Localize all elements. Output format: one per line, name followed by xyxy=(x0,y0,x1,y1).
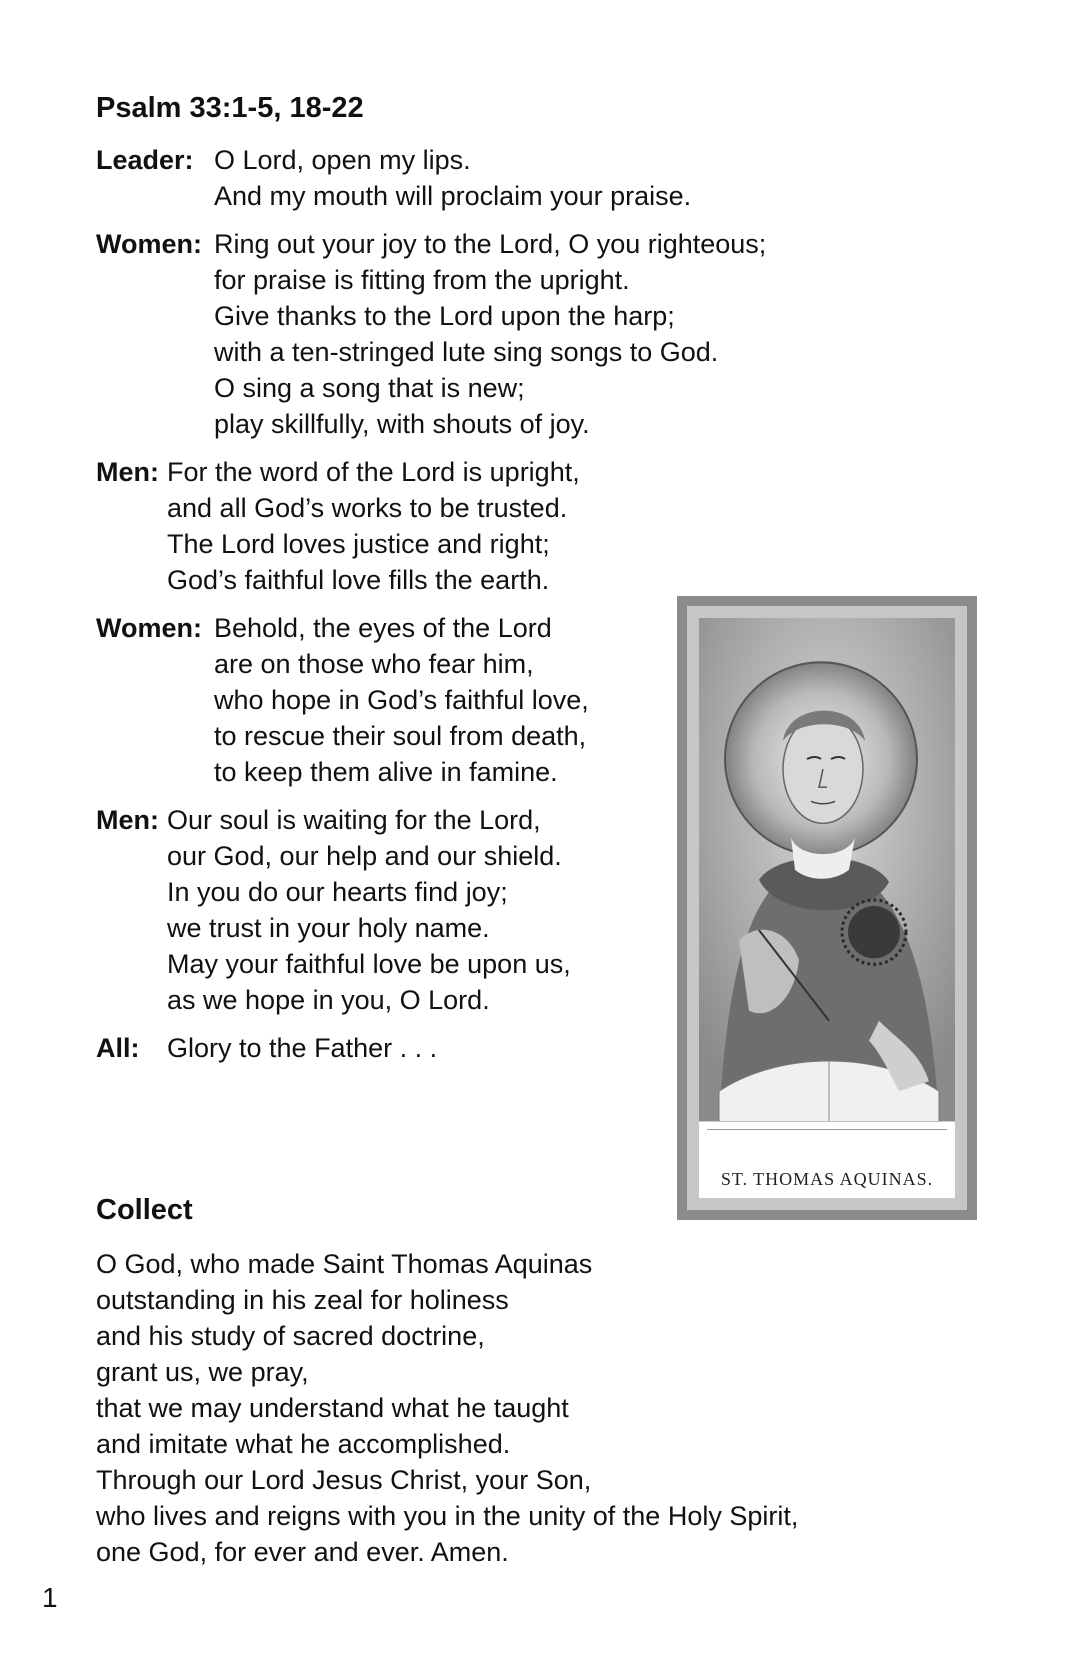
verse-line: who hope in God’s faithful love, xyxy=(214,685,589,715)
portrait-image xyxy=(699,618,955,1198)
portrait-illustration xyxy=(699,618,955,1198)
stanza-lines xyxy=(167,802,571,1018)
collect-prayer xyxy=(96,1246,798,1570)
prayer-line: one God, for ever and ever. Amen. xyxy=(96,1537,509,1567)
psalm-title: Psalm 33:1-5, 18-22 xyxy=(96,92,364,124)
prayer-line: outstanding in his zeal for holiness xyxy=(96,1285,509,1315)
page-number: 1 xyxy=(42,1582,58,1613)
verse-line: O sing a song that is new; xyxy=(214,373,525,403)
stanza-lines xyxy=(214,610,589,790)
speaker-label: Leader: xyxy=(96,145,194,175)
speaker-label: Women: xyxy=(96,229,202,259)
prayer-line: that we may understand what he taught xyxy=(96,1393,569,1423)
stanza-lines xyxy=(167,454,580,598)
verse-line: as we hope in you, O Lord. xyxy=(167,985,490,1015)
verse-line: And my mouth will proclaim your praise. xyxy=(214,181,692,211)
prayer-line: and imitate what he accomplished. xyxy=(96,1429,511,1459)
prayer-line: grant us, we pray, xyxy=(96,1357,309,1387)
st-thomas-aquinas-portrait xyxy=(677,596,977,1220)
verse-line: to rescue their soul from death, xyxy=(214,721,587,751)
stanza-lines xyxy=(167,1030,437,1066)
verse-line: Behold, the eyes of the Lord xyxy=(214,613,552,643)
prayer-line: Through our Lord Jesus Christ, your Son, xyxy=(96,1465,592,1495)
verse-line: Ring out your joy to the Lord, O you righteous; xyxy=(214,229,767,259)
portrait-caption: ST. THOMAS AQUINAS. xyxy=(720,1169,934,1189)
prayer-line: O God, who made Saint Thomas Aquinas xyxy=(96,1249,593,1279)
verse-line: For the word of the Lord is upright, xyxy=(167,457,580,487)
verse-line: we trust in your holy name. xyxy=(167,913,490,943)
prayer-line: who lives and reigns with you in the unity of the Holy Spirit, xyxy=(96,1501,799,1531)
verse-line: to keep them alive in famine. xyxy=(214,757,558,787)
verse-line: Our soul is waiting for the Lord, xyxy=(167,805,541,835)
verse-line: and all God’s works to be trusted. xyxy=(167,493,568,523)
stanza-lines xyxy=(214,142,691,214)
verse-line: In you do our hearts find joy; xyxy=(167,877,508,907)
portrait-frame xyxy=(687,606,967,1210)
speaker-label: Men: xyxy=(96,457,159,487)
verse-line: play skillfully, with shouts of joy. xyxy=(214,409,590,439)
verse-line: God’s faithful love fills the earth. xyxy=(167,565,550,595)
speaker-label: Men: xyxy=(96,805,159,835)
speaker-label: Women: xyxy=(96,613,202,643)
verse-line: with a ten-stringed lute sing songs to God. xyxy=(214,337,719,367)
speaker-label: All: xyxy=(96,1033,140,1063)
verse-line: for praise is fitting from the upright. xyxy=(214,265,630,295)
verse-line: our God, our help and our shield. xyxy=(167,841,562,871)
stanza-lines xyxy=(214,226,766,442)
prayer-line: and his study of sacred doctrine, xyxy=(96,1321,485,1351)
verse-line: May your faithful love be upon us, xyxy=(167,949,571,979)
verse-line: The Lord loves justice and right; xyxy=(167,529,550,559)
verse-line: Give thanks to the Lord upon the harp; xyxy=(214,301,675,331)
collect-title: Collect xyxy=(96,1194,193,1226)
verse-line: Glory to the Father . . . xyxy=(167,1033,438,1063)
verse-line: O Lord, open my lips. xyxy=(214,145,471,175)
verse-line: are on those who fear him, xyxy=(214,649,534,679)
